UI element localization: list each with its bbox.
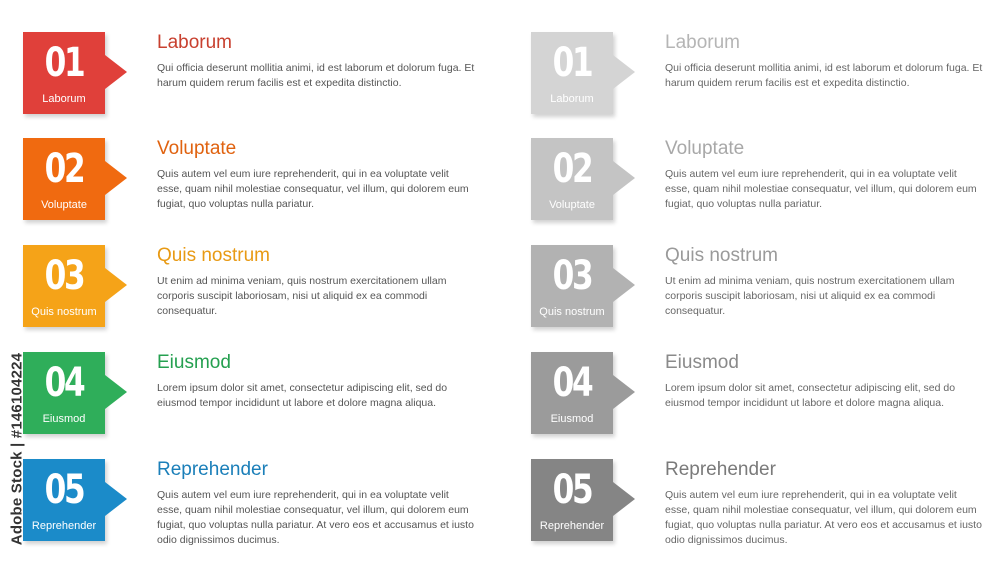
- step-badge-label: Voluptate: [41, 199, 87, 211]
- step-number: 05: [552, 467, 592, 513]
- step-number: 03: [44, 253, 84, 299]
- step-badge: [23, 352, 105, 434]
- step-description: Quis autem vel eum iure reprehenderit, qui in ea voluptate velit esse, quam nihil molestiae consequatur, vel illum, qui dolorem eum fugiat, quo voluptas nulla pariatur. At vero eos et accusamus et iusto odio dignissimos ducimus.: [157, 489, 474, 546]
- step-description: Qui officia deserunt mollitia animi, id est laborum et dolorum fuga. Et harum quidem rerum facilis est et expedita distinctio.: [157, 62, 475, 89]
- step-badge: [531, 245, 613, 327]
- arrow-pointer-icon: [613, 161, 635, 195]
- step-badge-label: Quis nostrum: [31, 306, 97, 318]
- watermark-text: Adobe Stock | #146104224: [8, 352, 26, 546]
- step-item-4: [508, 352, 988, 452]
- step-badge-label: Quis nostrum: [539, 306, 605, 318]
- step-badge-label: Voluptate: [549, 199, 595, 211]
- step-description: Quis autem vel eum iure reprehenderit, qui in ea voluptate velit esse, quam nihil molestiae consequatur, vel illum, qui dolorem eum fugiat, quo voluptas nulla pariatur. At vero eos et accusamus et iusto odio dignissimos ducimus.: [665, 489, 982, 546]
- arrow-pointer-icon: [105, 55, 127, 89]
- step-item-3: [0, 245, 480, 345]
- step-description: Lorem ipsum dolor sit amet, consectetur adipiscing elit, sed do eiusmod tempor incididunt ut labore et dolore magna aliqua.: [665, 382, 956, 409]
- step-badge: [531, 138, 613, 220]
- arrow-pointer-icon: [613, 55, 635, 89]
- step-item-5: [0, 459, 480, 559]
- step-title: Laborum: [157, 32, 232, 53]
- step-badge: [23, 459, 105, 541]
- step-badge: [23, 32, 105, 114]
- step-description: Ut enim ad minima veniam, quis nostrum exercitationem ullam corporis suscipit laboriosam, nisi ut aliquid ex ea commodi consequatur.: [157, 275, 447, 317]
- step-item-1: [0, 32, 480, 132]
- step-number: 03: [552, 253, 592, 299]
- step-title: Laborum: [665, 32, 740, 53]
- arrow-pointer-icon: [105, 375, 127, 409]
- step-title: Voluptate: [665, 138, 745, 159]
- step-badge: [23, 245, 105, 327]
- step-description: Qui officia deserunt mollitia animi, id est laborum et dolorum fuga. Et harum quidem rerum facilis est et expedita distinctio.: [665, 62, 983, 89]
- gray-infographic-column: [508, 0, 988, 574]
- colored-infographic-column: [0, 0, 480, 574]
- step-item-3: [508, 245, 988, 345]
- step-item-2: [508, 138, 988, 238]
- step-title: Reprehender: [157, 459, 268, 480]
- step-number: 01: [552, 40, 592, 86]
- arrow-pointer-icon: [613, 482, 635, 516]
- step-item-4: [0, 352, 480, 452]
- arrow-pointer-icon: [613, 268, 635, 302]
- step-badge-label: Laborum: [42, 93, 86, 105]
- step-badge-label: Reprehender: [539, 520, 605, 532]
- step-title: Reprehender: [665, 459, 776, 480]
- step-number: 01: [44, 40, 84, 86]
- step-badge: [23, 138, 105, 220]
- adobe-stock-watermark: [6, 338, 28, 560]
- step-number: 04: [44, 360, 84, 406]
- step-item-1: [508, 32, 988, 132]
- step-number: 02: [552, 146, 592, 192]
- step-description: Lorem ipsum dolor sit amet, consectetur adipiscing elit, sed do eiusmod tempor incididunt ut labore et dolore magna aliqua.: [157, 382, 448, 409]
- step-item-2: [0, 138, 480, 238]
- step-number: 05: [44, 467, 84, 513]
- arrow-pointer-icon: [105, 268, 127, 302]
- step-number: 02: [44, 146, 84, 192]
- step-badge: [531, 32, 613, 114]
- step-title: Quis nostrum: [665, 245, 778, 266]
- step-badge-label: Eiusmod: [42, 413, 86, 425]
- arrow-pointer-icon: [105, 482, 127, 516]
- step-description: Ut enim ad minima veniam, quis nostrum exercitationem ullam corporis suscipit laboriosam, nisi ut aliquid ex ea commodi consequatur.: [665, 275, 955, 317]
- step-title: Quis nostrum: [157, 245, 270, 266]
- step-badge-label: Reprehender: [31, 520, 97, 532]
- step-title: Voluptate: [157, 138, 237, 159]
- step-badge-label: Laborum: [550, 93, 594, 105]
- step-badge: [531, 459, 613, 541]
- step-badge-label: Eiusmod: [550, 413, 594, 425]
- step-title: Eiusmod: [157, 352, 231, 373]
- step-description: Quis autem vel eum iure reprehenderit, qui in ea voluptate velit esse, quam nihil molestiae consequatur, vel illum, qui dolorem eum fugiat, quo voluptas nulla pariatur.: [157, 168, 469, 210]
- step-description: Quis autem vel eum iure reprehenderit, qui in ea voluptate velit esse, quam nihil molestiae consequatur, vel illum, qui dolorem eum fugiat, quo voluptas nulla pariatur.: [665, 168, 977, 210]
- step-badge: [531, 352, 613, 434]
- step-title: Eiusmod: [665, 352, 739, 373]
- step-number: 04: [552, 360, 592, 406]
- arrow-pointer-icon: [105, 161, 127, 195]
- step-item-5: [508, 459, 988, 559]
- arrow-pointer-icon: [613, 375, 635, 409]
